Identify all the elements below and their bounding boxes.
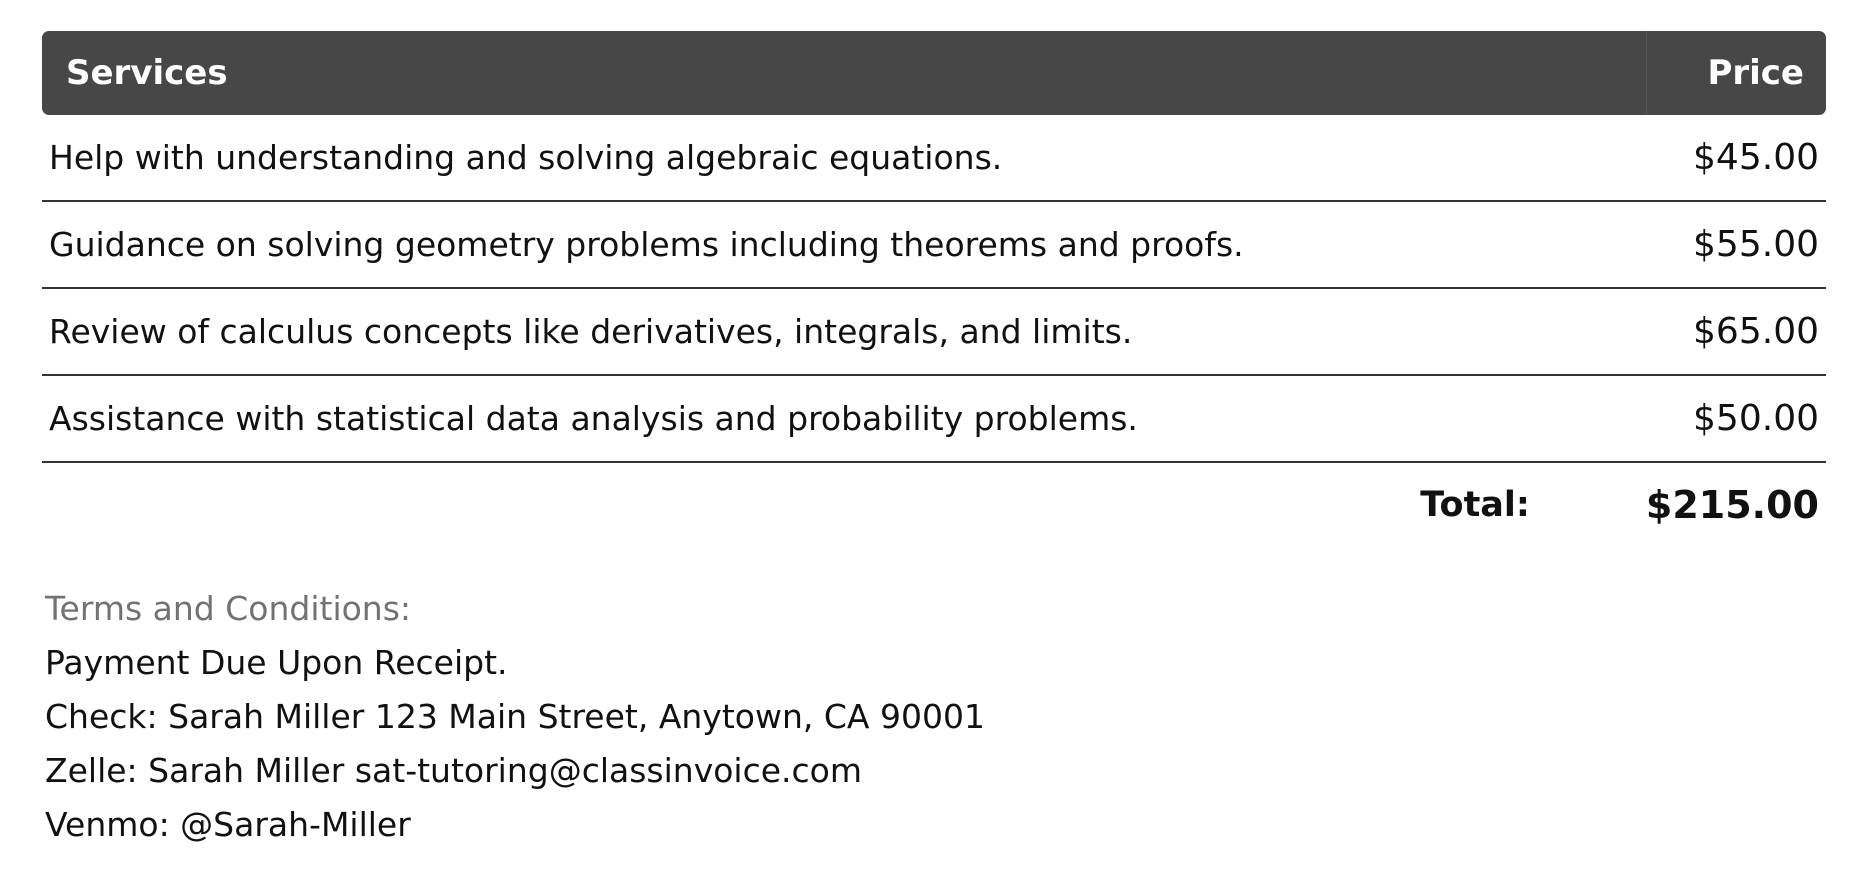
total-value: $215.00 xyxy=(1645,483,1819,527)
venmo-payment-line: Venmo: @Sarah-Miller xyxy=(45,805,411,844)
zelle-payment-line: Zelle: Sarah Miller sat-tutoring@classinvoice.com xyxy=(45,751,863,790)
table-header xyxy=(42,31,1826,115)
price-column-header: Price xyxy=(1707,53,1804,93)
terms-heading: Terms and Conditions: xyxy=(45,589,412,628)
header-divider xyxy=(1646,31,1647,115)
service-description: Help with understanding and solving algebraic equations. xyxy=(49,138,1003,177)
service-description: Guidance on solving geometry problems including theorems and proofs. xyxy=(49,225,1244,264)
table-row xyxy=(42,115,1826,202)
service-price: $65.00 xyxy=(1693,311,1819,352)
service-description: Review of calculus concepts like derivatives, integrals, and limits. xyxy=(49,312,1133,351)
service-price: $50.00 xyxy=(1693,398,1819,439)
table-row xyxy=(42,376,1826,463)
service-price: $55.00 xyxy=(1693,224,1819,265)
service-description: Assistance with statistical data analysis and probability problems. xyxy=(49,399,1138,438)
services-column-header: Services xyxy=(66,53,228,93)
total-row xyxy=(42,463,1826,547)
service-price: $45.00 xyxy=(1693,137,1819,178)
table-row xyxy=(42,202,1826,289)
services-table xyxy=(42,31,1826,547)
check-payment-line: Check: Sarah Miller 123 Main Street, Anytown, CA 90001 xyxy=(45,697,985,736)
terms-and-conditions xyxy=(45,582,985,852)
total-label: Total: xyxy=(1420,485,1530,525)
payment-due-line: Payment Due Upon Receipt. xyxy=(45,643,508,682)
table-row xyxy=(42,289,1826,376)
